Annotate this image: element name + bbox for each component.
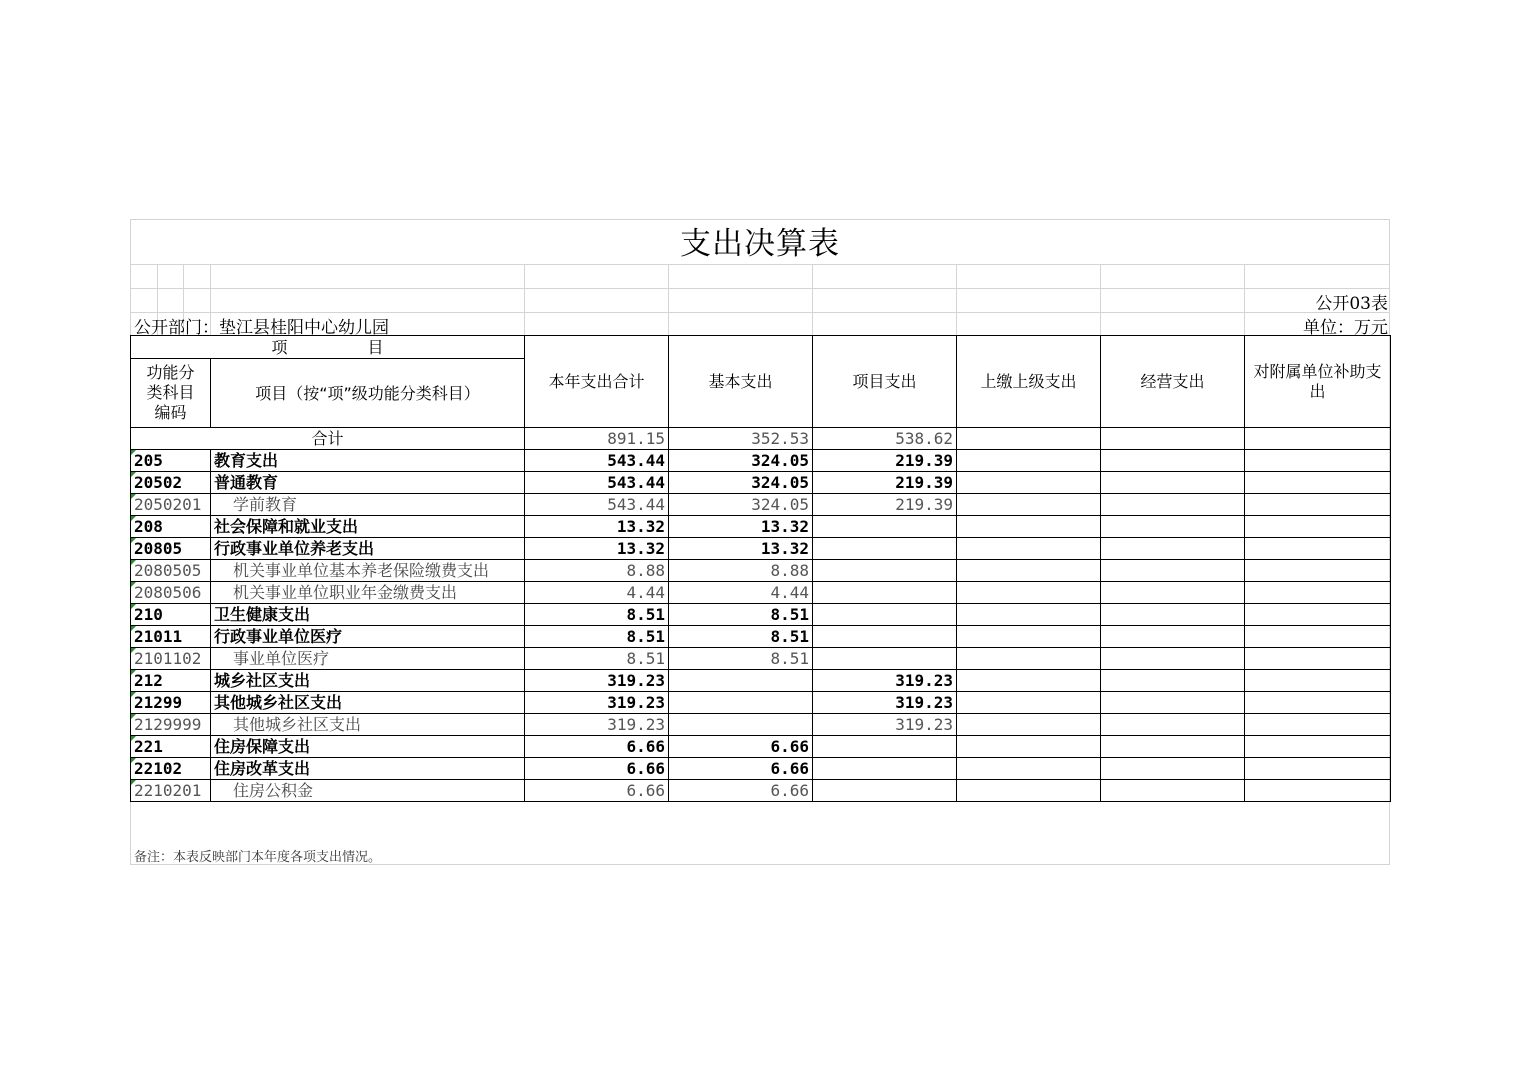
row-code [131,780,211,802]
cell-marker [131,714,136,719]
row-code-text: 2210201 [134,781,202,800]
header-subsidy: 对附属单位补助支出 [1245,336,1391,428]
row-subsidy [1245,560,1391,582]
row-subsidy [1245,692,1391,714]
cell-marker [131,560,136,565]
row-subsidy [1245,648,1391,670]
row-total: 543.44 [525,472,669,494]
row-subsidy [1245,582,1391,604]
row-basic: 324.05 [669,450,813,472]
table-row [131,494,1391,516]
row-name: 事业单位医疗 [211,648,525,670]
row-basic: 324.05 [669,494,813,516]
row-project: 219.39 [813,472,957,494]
header-item: 项目（按“项”级功能分类科目） [211,359,525,428]
cell-marker [131,780,136,785]
row-upper [957,692,1101,714]
row-business [1101,648,1245,670]
row-project [813,516,957,538]
row-basic: 13.32 [669,538,813,560]
row-name: 城乡社区支出 [211,670,525,692]
row-basic: 8.51 [669,648,813,670]
header-total: 本年支出合计 [525,336,669,428]
row-upper [957,450,1101,472]
row-code-text: 21011 [134,627,183,646]
row-subsidy [1245,450,1391,472]
row-basic [669,670,813,692]
row-subsidy [1245,494,1391,516]
row-total: 6.66 [525,780,669,802]
cell-marker [131,670,136,675]
header-business: 经营支出 [1101,336,1245,428]
row-total: 8.88 [525,560,669,582]
row-upper [957,516,1101,538]
row-total: 4.44 [525,582,669,604]
total-subsidy [1245,428,1391,450]
row-business [1101,450,1245,472]
row-business [1101,604,1245,626]
row-name: 社会保障和就业支出 [211,516,525,538]
row-code [131,560,211,582]
row-name: 其他城乡社区支出 [211,692,525,714]
row-code-text: 20805 [134,539,183,558]
table-row [131,780,1391,802]
row-project: 219.39 [813,450,957,472]
row-total: 13.32 [525,538,669,560]
row-basic: 8.88 [669,560,813,582]
row-total: 8.51 [525,604,669,626]
row-basic: 324.05 [669,472,813,494]
total-label: 合计 [131,428,525,450]
row-business [1101,670,1245,692]
row-code-text: 2080506 [134,583,202,602]
row-basic: 8.51 [669,626,813,648]
row-code-text: 2080505 [134,561,202,580]
row-subsidy [1245,714,1391,736]
row-name: 住房保障支出 [211,736,525,758]
row-subsidy [1245,472,1391,494]
row-business [1101,714,1245,736]
row-name: 学前教育 [211,494,525,516]
row-total: 13.32 [525,516,669,538]
row-code [131,758,211,780]
row-code-text: 20502 [134,473,183,492]
row-code [131,604,211,626]
row-project [813,604,957,626]
row-name: 教育支出 [211,450,525,472]
total-project: 538.62 [813,428,957,450]
table-row [131,626,1391,648]
row-basic: 13.32 [669,516,813,538]
row-subsidy [1245,670,1391,692]
cell-marker [131,604,136,609]
table-row [131,758,1391,780]
row-subsidy [1245,516,1391,538]
header-code: 功能分类科目编码 [131,359,211,428]
row-code [131,736,211,758]
total-upper [957,428,1101,450]
row-basic: 6.66 [669,736,813,758]
row-business [1101,736,1245,758]
row-code [131,516,211,538]
row-business [1101,780,1245,802]
row-name: 其他城乡社区支出 [211,714,525,736]
row-code-text: 2101102 [134,649,202,668]
table-row [131,450,1391,472]
header-project-group: 项 目 [131,336,525,359]
row-business [1101,758,1245,780]
row-total: 319.23 [525,692,669,714]
cell-marker [131,494,136,499]
row-upper [957,538,1101,560]
row-name: 普通教育 [211,472,525,494]
table-row [131,714,1391,736]
row-project [813,582,957,604]
row-business [1101,692,1245,714]
row-code-text: 212 [134,671,163,690]
cell-marker [131,758,136,763]
row-subsidy [1245,758,1391,780]
cell-marker [131,472,136,477]
row-name: 行政事业单位医疗 [211,626,525,648]
row-code-text: 21299 [134,693,183,712]
row-project [813,758,957,780]
unit-label: 单位：万元 [1303,318,1388,338]
row-business [1101,626,1245,648]
row-total: 319.23 [525,670,669,692]
row-project: 319.23 [813,714,957,736]
row-upper [957,560,1101,582]
row-upper [957,758,1101,780]
row-basic [669,714,813,736]
row-code [131,626,211,648]
header-upper: 上缴上级支出 [957,336,1101,428]
row-upper [957,736,1101,758]
expenditure-sheet [130,219,1390,865]
row-subsidy [1245,736,1391,758]
row-code [131,494,211,516]
row-basic: 8.51 [669,604,813,626]
row-project: 219.39 [813,494,957,516]
form-number: 公开03表 [1315,294,1388,314]
total-business [1101,428,1245,450]
row-upper [957,604,1101,626]
row-basic: 6.66 [669,780,813,802]
row-name: 住房公积金 [211,780,525,802]
row-business [1101,516,1245,538]
row-code [131,692,211,714]
cell-marker [131,516,136,521]
row-code [131,450,211,472]
row-total: 8.51 [525,648,669,670]
row-code-text: 2129999 [134,715,202,734]
cell-marker [131,582,136,587]
row-total: 8.51 [525,626,669,648]
row-name: 住房改革支出 [211,758,525,780]
cell-marker [131,648,136,653]
table-row [131,736,1391,758]
table-row [131,692,1391,714]
row-upper [957,626,1101,648]
row-code [131,582,211,604]
cell-marker [131,692,136,697]
cell-marker [131,450,136,455]
row-code-text: 210 [134,605,163,624]
table-row [131,560,1391,582]
table-row [131,648,1391,670]
row-code-text: 2050201 [134,495,202,514]
row-code [131,472,211,494]
row-subsidy [1245,604,1391,626]
header-project: 项目支出 [813,336,957,428]
row-code [131,670,211,692]
row-subsidy [1245,626,1391,648]
row-upper [957,472,1101,494]
cell-marker [131,538,136,543]
row-total: 319.23 [525,714,669,736]
table-row [131,538,1391,560]
cell-marker [131,736,136,741]
table-row [131,582,1391,604]
row-project [813,560,957,582]
row-project: 319.23 [813,692,957,714]
row-upper [957,582,1101,604]
row-code [131,648,211,670]
row-business [1101,582,1245,604]
row-project [813,780,957,802]
row-project [813,626,957,648]
header-basic: 基本支出 [669,336,813,428]
total-total: 891.15 [525,428,669,450]
row-business [1101,494,1245,516]
row-total: 6.66 [525,736,669,758]
expenditure-table [130,335,1391,802]
header-row-1 [131,336,1391,359]
row-basic: 4.44 [669,582,813,604]
row-name: 机关事业单位职业年金缴费支出 [211,582,525,604]
row-upper [957,780,1101,802]
row-project [813,648,957,670]
row-total: 543.44 [525,494,669,516]
row-subsidy [1245,780,1391,802]
row-project [813,736,957,758]
row-basic [669,692,813,714]
row-total: 543.44 [525,450,669,472]
row-code-text: 205 [134,451,163,470]
row-total: 6.66 [525,758,669,780]
cell-marker [131,626,136,631]
row-name: 行政事业单位养老支出 [211,538,525,560]
page-title: 支出决算表 [680,226,840,262]
total-row [131,428,1391,450]
row-project [813,538,957,560]
row-business [1101,560,1245,582]
row-code-text: 221 [134,737,163,756]
row-name: 卫生健康支出 [211,604,525,626]
row-name: 机关事业单位基本养老保险缴费支出 [211,560,525,582]
row-basic: 6.66 [669,758,813,780]
row-upper [957,670,1101,692]
row-business [1101,472,1245,494]
row-business [1101,538,1245,560]
row-upper [957,714,1101,736]
row-subsidy [1245,538,1391,560]
department-label: 公开部门：垫江县桂阳中心幼儿园 [134,318,389,338]
row-code [131,714,211,736]
row-project: 319.23 [813,670,957,692]
footnote: 备注：本表反映部门本年度各项支出情况。 [134,850,382,865]
table-row [131,604,1391,626]
table-row [131,516,1391,538]
row-upper [957,494,1101,516]
total-basic: 352.53 [669,428,813,450]
table-row [131,472,1391,494]
row-code-text: 208 [134,517,163,536]
row-code-text: 22102 [134,759,183,778]
table-row [131,670,1391,692]
row-upper [957,648,1101,670]
row-code [131,538,211,560]
